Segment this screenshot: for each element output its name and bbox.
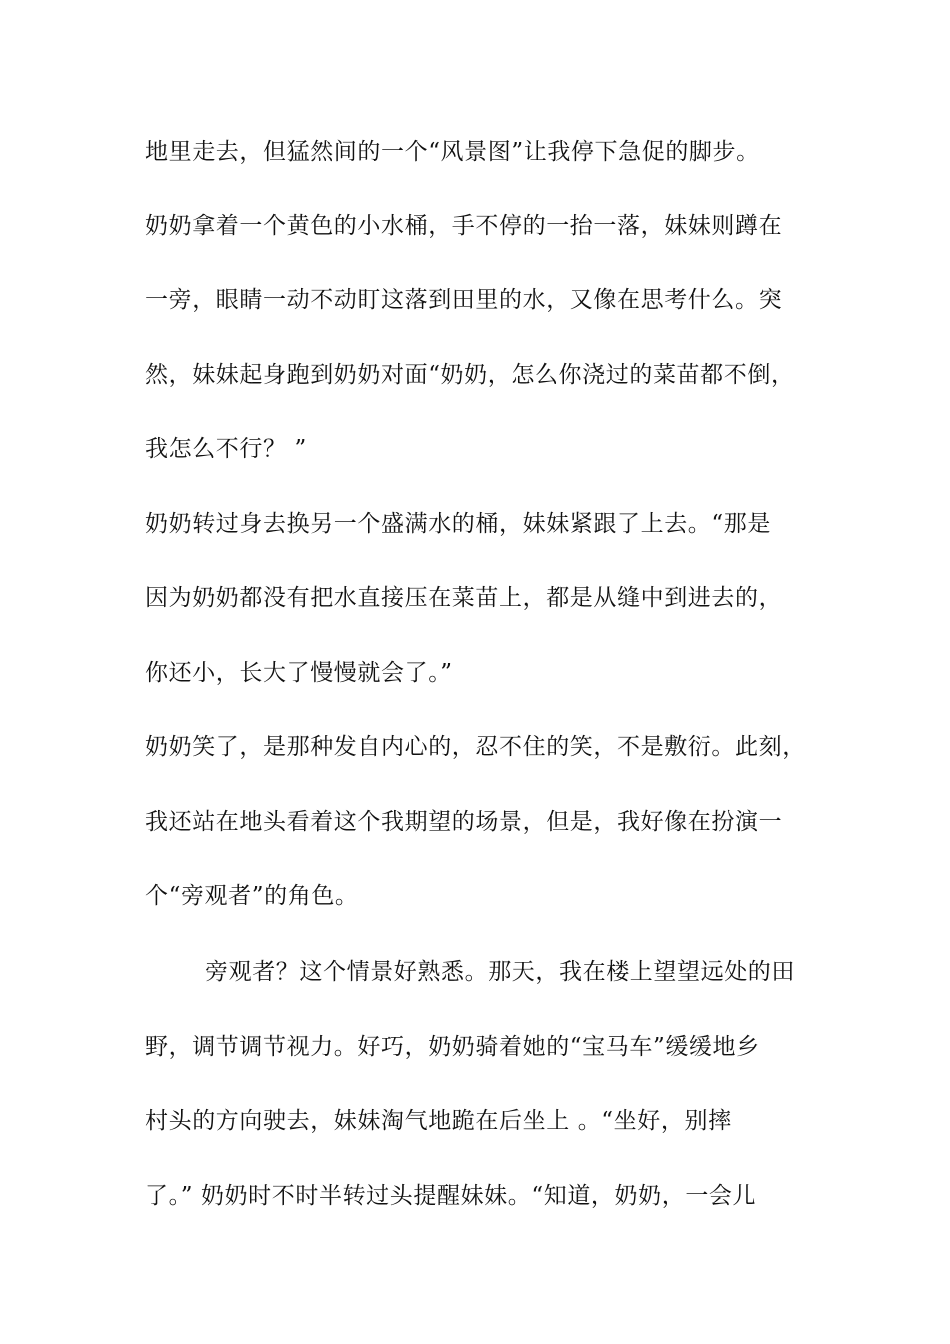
text-line: 你还小，长大了慢慢就会了。” [145, 660, 453, 686]
text-line: 野，调节调节视力。好巧，奶奶骑着她的“宝马车”缓缓地乡 [145, 1034, 760, 1060]
text-line: 因为奶奶都没有把水直接压在菜苗上，都是从缝中到进去的， [145, 585, 783, 611]
text-line: 一旁，眼睛一动不动盯这落到田里的水，又像在思考什么。突 [145, 287, 783, 313]
text-line: 奶奶拿着一个黄色的小水桶，手不停的一抬一落，妹妹则蹲在 [145, 213, 783, 239]
text-line: 我还站在地头看着这个我期望的场景，但是，我好像在扮演一 [145, 809, 783, 835]
text-line: 奶奶转过身去换另一个盛满水的桶，妹妹紧跟了上去。“那是 [145, 511, 771, 537]
text-line: 奶奶笑了，是那种发自内心的，忍不住的笑，不是敷衍。此刻， [145, 734, 806, 760]
text-line: 村头的方向驶去，妹妹淘气地跪在后坐上 。“坐好，别摔 [145, 1108, 732, 1134]
text-line: 了。” 奶奶时不时半转过头提醒妹妹。“知道，奶奶，一会儿 [145, 1183, 757, 1209]
text-line: 个“旁观者”的角色。 [145, 883, 359, 909]
text-line: 我怎么不行？ ” [145, 436, 307, 462]
text-line: 地里走去，但猛然间的一个“风景图”让我停下急促的脚步。 [145, 139, 760, 165]
paragraph-first-line: 旁观者？这个情景好熟悉。那天，我在楼上望望远处的田 [205, 959, 795, 985]
text-line: 然，妹妹起身跑到奶奶对面“奶奶，怎么你浇过的菜苗都不倒， [145, 362, 795, 388]
